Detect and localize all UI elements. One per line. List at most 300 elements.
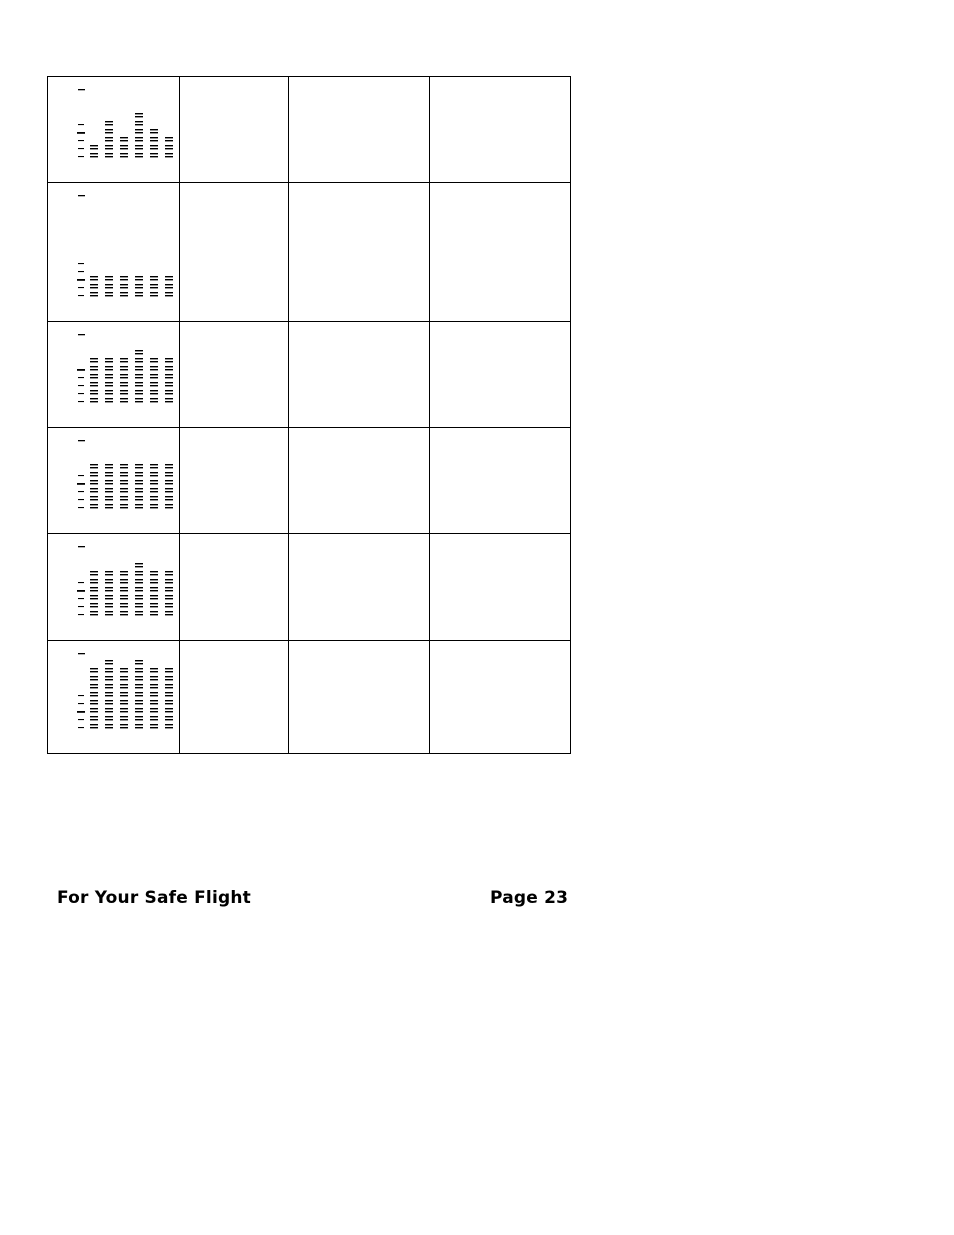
- scale-tick: [78, 148, 84, 149]
- level-bar-segment: [150, 582, 158, 583]
- level-bar-segment: [90, 708, 98, 709]
- level-bar-segment: [165, 614, 173, 615]
- level-bar-segment: [150, 467, 158, 468]
- level-bar-segment: [120, 393, 128, 394]
- level-bar-segment: [90, 668, 98, 669]
- level-bar-segment: [90, 603, 98, 604]
- level-bar-segment: [120, 716, 128, 717]
- level-bar-segment: [120, 708, 128, 709]
- level-bar-segment: [135, 668, 143, 669]
- level-bar-segment: [150, 156, 158, 157]
- empty-cell: [430, 322, 571, 428]
- level-bar-segment: [120, 140, 128, 141]
- level-bar-segment: [90, 488, 98, 489]
- level-bar-segment: [120, 390, 128, 391]
- level-bar-segment: [105, 719, 113, 720]
- level-bar-segment: [135, 727, 143, 728]
- level-bar-segment: [105, 140, 113, 141]
- level-bar-segment: [135, 692, 143, 693]
- level-bar-segment: [120, 719, 128, 720]
- empty-cell: [180, 322, 289, 428]
- level-bar-segment: [135, 587, 143, 588]
- level-bar-segment: [150, 374, 158, 375]
- bar-meter-icon: [48, 641, 179, 753]
- level-bar-segment: [105, 703, 113, 704]
- scale-tick: [78, 703, 84, 704]
- level-bar-segment: [90, 676, 98, 677]
- level-bar-segment: [90, 295, 98, 296]
- level-bar-segment: [150, 679, 158, 680]
- level-bar-segment: [135, 663, 143, 664]
- level-bar-segment: [105, 684, 113, 685]
- level-bar-segment: [105, 129, 113, 130]
- level-bar-segment: [135, 156, 143, 157]
- level-bar-segment: [150, 711, 158, 712]
- level-bar-segment: [150, 382, 158, 383]
- level-bar-segment: [165, 496, 173, 497]
- level-bar-segment: [165, 488, 173, 489]
- level-bar-segment: [150, 483, 158, 484]
- level-bar-segment: [90, 464, 98, 465]
- level-bar-segment: [135, 398, 143, 399]
- level-bar-segment: [165, 279, 173, 280]
- level-bar-segment: [135, 358, 143, 359]
- level-bar-segment: [135, 579, 143, 580]
- level-bar-segment: [90, 145, 98, 146]
- empty-cell: [289, 77, 430, 183]
- level-bar-segment: [135, 614, 143, 615]
- level-bar-segment: [165, 369, 173, 370]
- level-bar-segment: [165, 671, 173, 672]
- level-bar-segment: [165, 695, 173, 696]
- level-bar-segment: [120, 574, 128, 575]
- level-bar-segment: [135, 153, 143, 154]
- level-bar-segment: [105, 121, 113, 122]
- level-bar-segment: [150, 491, 158, 492]
- scale-tick: [78, 491, 84, 492]
- level-bar-segment: [150, 507, 158, 508]
- level-bar-segment: [135, 295, 143, 296]
- level-bar-segment: [120, 475, 128, 476]
- level-bar-segment: [135, 390, 143, 391]
- level-bar-segment: [135, 660, 143, 661]
- level-bar-segment: [135, 571, 143, 572]
- level-bar-segment: [90, 700, 98, 701]
- level-bar-segment: [150, 488, 158, 489]
- level-bar-segment: [165, 483, 173, 484]
- level-bar-segment: [90, 571, 98, 572]
- level-bar-segment: [90, 598, 98, 599]
- level-bar-segment: [135, 684, 143, 685]
- level-bar-segment: [135, 671, 143, 672]
- level-bar-segment: [105, 377, 113, 378]
- level-bar-segment: [165, 724, 173, 725]
- scale-tick: [78, 719, 84, 720]
- level-bar-segment: [105, 574, 113, 575]
- level-bar-segment: [105, 614, 113, 615]
- level-bar-segment: [105, 700, 113, 701]
- level-bar-segment: [150, 499, 158, 500]
- level-bar-segment: [150, 574, 158, 575]
- level-bar-segment: [165, 390, 173, 391]
- level-bar-segment: [165, 480, 173, 481]
- level-bar-segment: [105, 279, 113, 280]
- level-bar-segment: [90, 606, 98, 607]
- level-bar-segment: [135, 353, 143, 354]
- level-bar-segment: [105, 598, 113, 599]
- level-bar-segment: [150, 295, 158, 296]
- level-bar-segment: [105, 606, 113, 607]
- level-bar-segment: [165, 603, 173, 604]
- level-bar-segment: [90, 614, 98, 615]
- level-bar-segment: [135, 603, 143, 604]
- level-bar-segment: [120, 504, 128, 505]
- level-bar-segment: [135, 369, 143, 370]
- level-bar-segment: [90, 671, 98, 672]
- level-bar-segment: [105, 276, 113, 277]
- level-bar-segment: [135, 595, 143, 596]
- level-bar-segment: [135, 374, 143, 375]
- level-bar-segment: [150, 472, 158, 473]
- scale-tick: [78, 598, 84, 599]
- level-bar-segment: [135, 582, 143, 583]
- empty-cell: [430, 428, 571, 534]
- level-bar-segment: [90, 684, 98, 685]
- level-bar-segment: [165, 148, 173, 149]
- level-bar-segment: [90, 361, 98, 362]
- level-bar-segment: [165, 590, 173, 591]
- scale-tick: [78, 507, 84, 508]
- bar-meter-icon: [48, 322, 179, 427]
- level-bar-segment: [90, 491, 98, 492]
- level-bar-segment: [135, 137, 143, 138]
- level-bar-segment: [150, 571, 158, 572]
- level-bar-segment: [90, 385, 98, 386]
- level-bar-segment: [120, 467, 128, 468]
- level-bar-segment: [135, 676, 143, 677]
- level-bar-segment: [135, 574, 143, 575]
- level-bar-segment: [105, 590, 113, 591]
- level-bar-segment: [90, 499, 98, 500]
- level-bar-segment: [120, 361, 128, 362]
- level-bar-segment: [120, 401, 128, 402]
- bar-meter-icon: [48, 183, 179, 321]
- scale-tick: [77, 590, 85, 592]
- level-bar-segment: [135, 472, 143, 473]
- level-bar-segment: [135, 393, 143, 394]
- level-bar-segment: [105, 724, 113, 725]
- level-bar-segment: [120, 611, 128, 612]
- level-bar-segment: [150, 464, 158, 465]
- level-bar-segment: [135, 687, 143, 688]
- level-bar-segment: [90, 695, 98, 696]
- empty-cell: [289, 322, 430, 428]
- level-bar-segment: [105, 504, 113, 505]
- level-bar-segment: [165, 598, 173, 599]
- scale-tick: [78, 695, 84, 696]
- scale-tick: [77, 369, 85, 371]
- level-bar-segment: [90, 390, 98, 391]
- meter-cell: [48, 183, 180, 322]
- level-bar-segment: [150, 611, 158, 612]
- level-bar-segment: [105, 496, 113, 497]
- level-bar-segment: [120, 145, 128, 146]
- level-bar-segment: [165, 295, 173, 296]
- level-bar-segment: [105, 153, 113, 154]
- level-bar-segment: [150, 366, 158, 367]
- level-bar-segment: [135, 475, 143, 476]
- empty-cell: [289, 641, 430, 754]
- level-bar-segment: [150, 504, 158, 505]
- level-bar-segment: [120, 724, 128, 725]
- level-bar-segment: [120, 671, 128, 672]
- level-bar-segment: [120, 700, 128, 701]
- level-bar-segment: [90, 377, 98, 378]
- scale-top-tick: [78, 195, 85, 196]
- level-bar-segment: [165, 582, 173, 583]
- level-bar-segment: [105, 464, 113, 465]
- level-bar-segment: [120, 480, 128, 481]
- level-bar-segment: [150, 129, 158, 130]
- level-bar-segment: [150, 708, 158, 709]
- level-bar-segment: [105, 124, 113, 125]
- level-bar-segment: [105, 398, 113, 399]
- level-bar-segment: [150, 475, 158, 476]
- level-bar-segment: [105, 587, 113, 588]
- level-bar-segment: [105, 472, 113, 473]
- level-bar-segment: [105, 507, 113, 508]
- level-bar-segment: [150, 153, 158, 154]
- level-bar-segment: [165, 716, 173, 717]
- level-bar-segment: [120, 603, 128, 604]
- level-bar-segment: [105, 393, 113, 394]
- level-bar-segment: [90, 724, 98, 725]
- level-bar-segment: [165, 140, 173, 141]
- level-bar-segment: [120, 496, 128, 497]
- scale-top-tick: [78, 89, 85, 90]
- level-bar-segment: [135, 132, 143, 133]
- level-bar-segment: [150, 385, 158, 386]
- level-bar-segment: [105, 595, 113, 596]
- scale-tick: [78, 606, 84, 607]
- level-bar-segment: [165, 401, 173, 402]
- level-bar-segment: [105, 287, 113, 288]
- level-bar-segment: [90, 719, 98, 720]
- level-bar-segment: [105, 292, 113, 293]
- level-bar-segment: [135, 145, 143, 146]
- level-bar-segment: [90, 590, 98, 591]
- level-bar-segment: [105, 668, 113, 669]
- level-bar-segment: [105, 145, 113, 146]
- level-bar-segment: [90, 287, 98, 288]
- level-bar-segment: [165, 700, 173, 701]
- level-bar-segment: [165, 679, 173, 680]
- level-bar-segment: [165, 361, 173, 362]
- level-bar-segment: [135, 361, 143, 362]
- level-bar-segment: [165, 668, 173, 669]
- empty-cell: [180, 77, 289, 183]
- level-bar-segment: [165, 385, 173, 386]
- level-bar-segment: [105, 571, 113, 572]
- empty-cell: [289, 183, 430, 322]
- scale-tick: [78, 287, 84, 288]
- level-bar-segment: [90, 582, 98, 583]
- level-bar-segment: [165, 156, 173, 157]
- level-bar-segment: [165, 504, 173, 505]
- level-bar-segment: [150, 145, 158, 146]
- level-bar-segment: [120, 137, 128, 138]
- level-bar-segment: [90, 366, 98, 367]
- level-bar-segment: [90, 727, 98, 728]
- level-bar-segment: [150, 579, 158, 580]
- level-bar-segment: [150, 598, 158, 599]
- scale-tick: [78, 377, 84, 378]
- level-bar-segment: [120, 398, 128, 399]
- level-bar-segment: [105, 603, 113, 604]
- level-bar-segment: [135, 385, 143, 386]
- level-bar-segment: [105, 676, 113, 677]
- level-bar-segment: [135, 279, 143, 280]
- level-bar-segment: [135, 276, 143, 277]
- level-bar-segment: [165, 571, 173, 572]
- level-bar-segment: [120, 483, 128, 484]
- level-bar-segment: [105, 687, 113, 688]
- level-bar-segment: [165, 467, 173, 468]
- level-bar-segment: [105, 382, 113, 383]
- scale-tick: [78, 499, 84, 500]
- level-bar-segment: [150, 279, 158, 280]
- level-bar-segment: [165, 374, 173, 375]
- level-bar-segment: [105, 374, 113, 375]
- level-bar-segment: [150, 727, 158, 728]
- level-bar-segment: [135, 292, 143, 293]
- level-bar-segment: [120, 377, 128, 378]
- level-bar-segment: [135, 480, 143, 481]
- level-bar-segment: [135, 611, 143, 612]
- level-bar-segment: [165, 595, 173, 596]
- level-bar-segment: [150, 595, 158, 596]
- level-bar-segment: [120, 598, 128, 599]
- level-bar-segment: [120, 374, 128, 375]
- level-bar-segment: [165, 587, 173, 588]
- level-bar-segment: [165, 382, 173, 383]
- level-bar-segment: [150, 369, 158, 370]
- level-bar-segment: [165, 687, 173, 688]
- level-bar-segment: [105, 483, 113, 484]
- level-bar-segment: [135, 148, 143, 149]
- level-bar-segment: [135, 129, 143, 130]
- level-bar-segment: [90, 504, 98, 505]
- level-bar-segment: [135, 606, 143, 607]
- level-bar-segment: [135, 719, 143, 720]
- level-bar-segment: [105, 284, 113, 285]
- level-bar-segment: [105, 361, 113, 362]
- level-bar-segment: [90, 393, 98, 394]
- bar-meter-icon: [48, 428, 179, 533]
- level-bar-segment: [120, 279, 128, 280]
- level-bar-segment: [150, 284, 158, 285]
- scale-tick: [78, 475, 84, 476]
- level-bar-segment: [165, 276, 173, 277]
- level-bar-segment: [150, 393, 158, 394]
- table-row: [48, 428, 571, 534]
- level-bar-segment: [90, 703, 98, 704]
- level-bar-segment: [150, 496, 158, 497]
- level-bar-segment: [90, 156, 98, 157]
- level-bar-segment: [105, 148, 113, 149]
- scale-top-tick: [78, 440, 85, 441]
- level-bar-segment: [135, 504, 143, 505]
- level-bar-segment: [120, 676, 128, 677]
- level-bar-segment: [165, 719, 173, 720]
- level-bar-segment: [90, 398, 98, 399]
- level-bar-segment: [165, 611, 173, 612]
- level-bar-segment: [120, 668, 128, 669]
- level-bar-segment: [90, 716, 98, 717]
- level-bar-segment: [150, 614, 158, 615]
- level-bar-segment: [105, 692, 113, 693]
- scale-tick: [78, 393, 84, 394]
- level-bar-segment: [90, 276, 98, 277]
- level-bar-segment: [135, 695, 143, 696]
- level-bar-segment: [135, 350, 143, 351]
- level-bar-segment: [135, 590, 143, 591]
- level-bar-segment: [135, 382, 143, 383]
- level-bar-segment: [105, 401, 113, 402]
- page-number: Page 23: [490, 888, 569, 908]
- level-bar-segment: [90, 579, 98, 580]
- level-bar-segment: [120, 287, 128, 288]
- level-bar-segment: [135, 287, 143, 288]
- level-bar-segment: [90, 611, 98, 612]
- empty-cell: [180, 183, 289, 322]
- level-bar-segment: [135, 507, 143, 508]
- table-row: [48, 77, 571, 183]
- level-bar-segment: [90, 467, 98, 468]
- meter-cell: [48, 534, 180, 641]
- level-bar-segment: [135, 711, 143, 712]
- meter-cell: [48, 77, 180, 183]
- level-bar-segment: [150, 668, 158, 669]
- level-bar-segment: [135, 679, 143, 680]
- level-bar-segment: [150, 148, 158, 149]
- level-bar-segment: [105, 358, 113, 359]
- level-bar-segment: [120, 499, 128, 500]
- scale-tick: [78, 401, 84, 402]
- meter-cell: [48, 641, 180, 754]
- level-bar-segment: [150, 687, 158, 688]
- scale-tick: [78, 124, 84, 125]
- level-bar-segment: [105, 366, 113, 367]
- level-bar-segment: [165, 579, 173, 580]
- level-bar-segment: [120, 595, 128, 596]
- level-bar-segment: [135, 464, 143, 465]
- level-bar-segment: [150, 719, 158, 720]
- level-bar-segment: [165, 137, 173, 138]
- scale-tick: [77, 483, 85, 485]
- level-bar-segment: [150, 140, 158, 141]
- level-bar-segment: [90, 679, 98, 680]
- level-bar-segment: [150, 132, 158, 133]
- level-bar-segment: [105, 695, 113, 696]
- level-bar-segment: [90, 401, 98, 402]
- level-bar-segment: [120, 711, 128, 712]
- level-bar-segment: [150, 695, 158, 696]
- level-bar-segment: [90, 382, 98, 383]
- level-bar-segment: [105, 491, 113, 492]
- level-bar-segment: [165, 727, 173, 728]
- level-bar-segment: [135, 491, 143, 492]
